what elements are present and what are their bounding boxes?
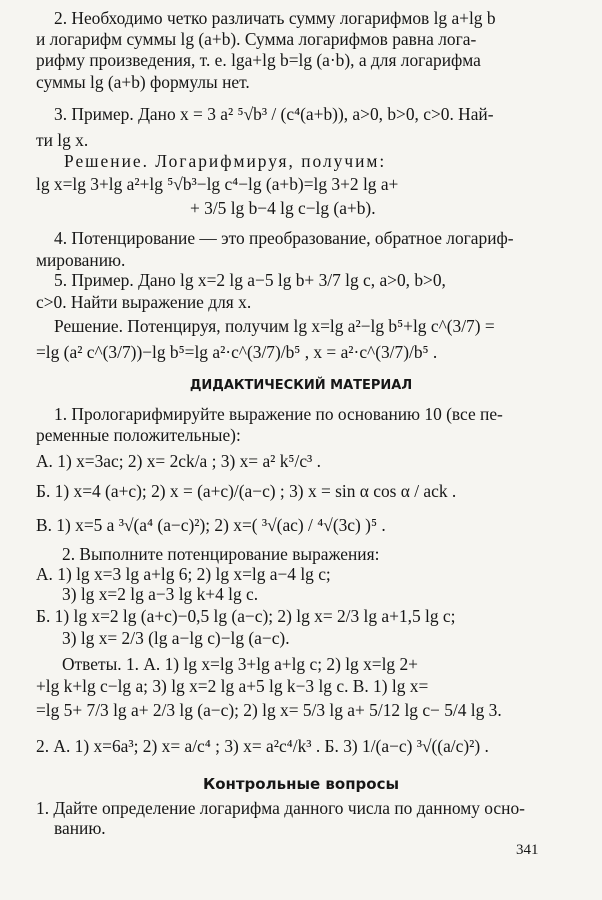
formula-line: =lg (a² c^(3/7))−lg b⁵=lg a²·c^(3/7)/b⁵ , x = a²·c^(3/7)/b⁵ . (36, 342, 438, 362)
text-line: 2. Необходимо четко различать сумму логарифмов lg a+lg b (54, 8, 496, 28)
section-heading: Контрольные вопросы (202, 775, 400, 793)
question-line: ванию. (54, 818, 106, 838)
exercise-item: 3) lg x=2 lg a−3 lg k+4 lg c. (62, 584, 259, 604)
text-line: ти lg x. (36, 130, 89, 150)
answers-line: Ответы. 1. А. 1) lg x=lg 3+lg a+lg c; 2) lg x=lg 2+ (62, 654, 418, 674)
text-line: 4. Потенцирование — это преобразование, обратное логариф- (54, 228, 514, 248)
text-line: рифму произведения, т. е. lga+lg b=lg (a·b), а для логарифма (36, 50, 481, 70)
example-line: 5. Пример. Дано lg x=2 lg a−5 lg b+ 3/7 lg c, a>0, b>0, (54, 270, 446, 290)
exercise-item: В. 1) x=5 a ³√(a⁴ (a−c)²); 2) x=( ³√(ac) / ⁴√(3c) )⁵ . (36, 515, 386, 535)
exercise-item: Б. 1) lg x=2 lg (a+c)−0,5 lg (a−c); 2) lg x= 2/3 lg a+1,5 lg c; (36, 606, 456, 626)
question-line: 1. Дайте определение логарифма данного числа по данному осно- (36, 798, 525, 818)
exercise-line: 1. Прологарифмируйте выражение по основанию 10 (все пе- (54, 404, 503, 424)
page-number: 341 (516, 842, 539, 858)
solution-line: Решение. Логарифмируя, получим: (64, 151, 387, 171)
text-line: суммы lg (a+b) формулы нет. (36, 72, 250, 92)
exercise-item: Б. 1) x=4 (a+c); 2) x = (a+c)/(a−c) ; 3) x = sin α cos α / ack . (36, 481, 457, 501)
exercise-item: А. 1) x=3ac; 2) x= 2ck/a ; 3) x= a² k⁵/c³ . (36, 451, 321, 471)
exercise-item: А. 1) lg x=3 lg a+lg 6; 2) lg x=lg a−4 lg c; (36, 564, 331, 584)
text-line: мированию. (36, 250, 126, 270)
answers-line: 2. А. 1) x=6a³; 2) x= a/c⁴ ; 3) x= a²c⁴/k³ . Б. 3) 1/(a−c) ³√((a/c)²) . (36, 736, 489, 756)
text-line: c>0. Найти выражение для x. (36, 292, 252, 312)
answers-line: +lg k+lg c−lg a; 3) lg x=2 lg a+5 lg k−3 lg c. В. 1) lg x= (36, 676, 429, 696)
exercise-item: 3) lg x= 2/3 (lg a−lg c)−lg (a−c). (62, 628, 290, 648)
formula-line: + 3/5 lg b−4 lg c−lg (a+b). (190, 198, 376, 218)
formula-line: lg x=lg 3+lg a²+lg ⁵√b³−lg c⁴−lg (a+b)=lg 3+2 lg a+ (36, 174, 399, 194)
section-heading: ДИДАКТИЧЕСКИЙ МАТЕРИАЛ (189, 378, 413, 393)
text-line: и логарифм суммы lg (a+b). Сумма логарифмов равна лога- (36, 29, 477, 49)
answers-line: =lg 5+ 7/3 lg a+ 2/3 lg (a−c); 2) lg x= 5/3 lg a+ 5/12 lg c− 5/4 lg 3. (36, 700, 502, 720)
example-line: 3. Пример. Дано x = 3 a² ⁵√b³ / (c⁴(a+b)), a>0, b>0, c>0. Най- (54, 104, 494, 124)
exercise-line: 2. Выполните потенцирование выражения: (62, 544, 380, 564)
exercise-line: ременные положительные): (36, 425, 241, 445)
solution-line: Решение. Потенцируя, получим lg x=lg a²−lg b⁵+lg c^(3/7) = (54, 316, 495, 336)
